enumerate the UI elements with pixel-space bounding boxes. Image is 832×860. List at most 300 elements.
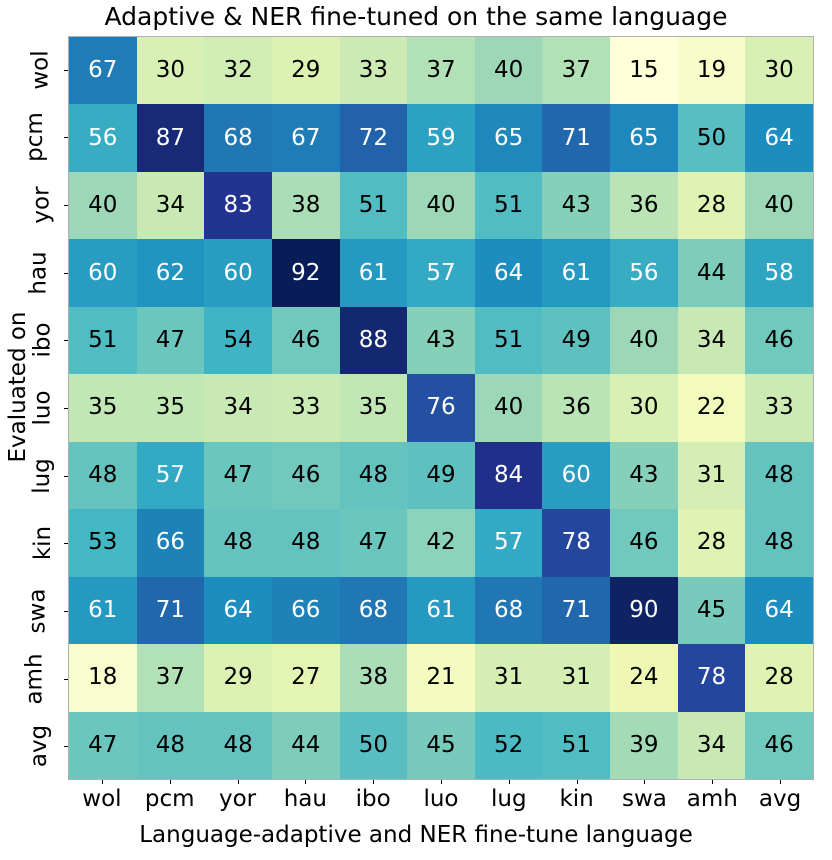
heatmap-cell bbox=[137, 37, 205, 104]
heatmap-cell-value: 47 bbox=[223, 461, 253, 488]
x-tick-yor: yor bbox=[218, 786, 257, 812]
heatmap-cell-value: 57 bbox=[155, 461, 186, 488]
heatmap-cell bbox=[204, 104, 272, 171]
heatmap-cell bbox=[475, 104, 543, 171]
heatmap-cell-value: 68 bbox=[493, 596, 524, 623]
heatmap-cell bbox=[610, 307, 678, 374]
x-tickmark bbox=[780, 780, 781, 784]
heatmap-cell-value: 34 bbox=[223, 394, 253, 421]
heatmap-cell-value: 49 bbox=[561, 327, 591, 354]
heatmap-cell bbox=[204, 307, 272, 374]
heatmap-cell bbox=[610, 37, 678, 104]
heatmap-cell-value: 37 bbox=[561, 57, 591, 84]
heatmap-cell bbox=[340, 374, 408, 441]
heatmap-cell-value: 36 bbox=[561, 394, 591, 421]
heatmap-cell-value: 35 bbox=[358, 394, 388, 421]
x-tick-kin: kin bbox=[559, 786, 594, 812]
heatmap-cell-value: 53 bbox=[88, 529, 118, 556]
heatmap-cell bbox=[610, 239, 678, 306]
heatmap-cell-value: 48 bbox=[291, 529, 321, 556]
heatmap-cell bbox=[204, 712, 272, 779]
x-tickmark bbox=[441, 780, 442, 784]
heatmap-cell bbox=[340, 442, 408, 509]
heatmap-cell bbox=[272, 577, 340, 644]
heatmap-cell-value: 46 bbox=[764, 731, 794, 758]
heatmap-cell bbox=[204, 374, 272, 441]
y-tickmark bbox=[64, 340, 68, 341]
heatmap-cell-value: 64 bbox=[493, 259, 524, 286]
heatmap-cell-value: 43 bbox=[561, 192, 591, 219]
heatmap-plot-area bbox=[68, 36, 814, 780]
heatmap-cell bbox=[407, 442, 475, 509]
heatmap-cell-value: 47 bbox=[358, 529, 388, 556]
heatmap-cell bbox=[407, 644, 475, 711]
heatmap-cell bbox=[678, 577, 746, 644]
heatmap-cell bbox=[340, 644, 408, 711]
y-tick-yor bbox=[0, 171, 60, 239]
heatmap-cell bbox=[272, 442, 340, 509]
heatmap-cell-value: 44 bbox=[291, 731, 321, 758]
heatmap-cell-value: 28 bbox=[696, 192, 727, 219]
heatmap-cell bbox=[272, 239, 340, 306]
heatmap-cell bbox=[407, 172, 475, 239]
heatmap-cell-value: 47 bbox=[88, 731, 118, 758]
heatmap-cell-value: 36 bbox=[629, 192, 659, 219]
heatmap-cell bbox=[407, 104, 475, 171]
heatmap-cell bbox=[610, 644, 678, 711]
y-tickmark bbox=[64, 205, 68, 206]
heatmap-cell bbox=[745, 172, 813, 239]
heatmap-cell-value: 72 bbox=[358, 124, 388, 151]
heatmap-cell-value: 64 bbox=[223, 596, 253, 623]
heatmap-cell-value: 87 bbox=[155, 124, 186, 151]
heatmap-cell-value: 76 bbox=[426, 394, 456, 421]
x-tickmark bbox=[373, 780, 374, 784]
heatmap-cell bbox=[69, 712, 137, 779]
heatmap-cell bbox=[542, 577, 610, 644]
heatmap-cell-value: 27 bbox=[291, 664, 321, 691]
heatmap-cell-value: 90 bbox=[629, 596, 659, 623]
heatmap-cell-value: 43 bbox=[629, 461, 659, 488]
x-tickmark bbox=[509, 780, 510, 784]
heatmap-cell-value: 61 bbox=[426, 596, 456, 623]
x-tickmark bbox=[238, 780, 239, 784]
y-tick-label: wol bbox=[27, 50, 54, 90]
heatmap-cell bbox=[407, 712, 475, 779]
heatmap-cell bbox=[272, 712, 340, 779]
heatmap-cell-value: 46 bbox=[629, 529, 659, 556]
heatmap-cell bbox=[745, 442, 813, 509]
heatmap-cell-value: 66 bbox=[155, 529, 186, 556]
y-tick-kin bbox=[0, 509, 60, 577]
heatmap-cell-value: 67 bbox=[88, 57, 118, 84]
heatmap-cell-value: 60 bbox=[223, 259, 253, 286]
heatmap-cell bbox=[542, 644, 610, 711]
heatmap-cell bbox=[407, 577, 475, 644]
heatmap-cell bbox=[542, 37, 610, 104]
y-tickmark bbox=[64, 543, 68, 544]
heatmap-cell bbox=[678, 374, 746, 441]
x-tickmark bbox=[644, 780, 645, 784]
heatmap-cell bbox=[137, 307, 205, 374]
heatmap-cell bbox=[745, 374, 813, 441]
heatmap-cell-value: 35 bbox=[155, 394, 186, 421]
heatmap-cell-value: 33 bbox=[358, 57, 388, 84]
heatmap-cell-value: 84 bbox=[493, 461, 524, 488]
heatmap-cell-value: 67 bbox=[291, 124, 321, 151]
heatmap-cell-value: 45 bbox=[696, 596, 727, 623]
heatmap-cell-value: 51 bbox=[561, 731, 591, 758]
heatmap-cell bbox=[272, 104, 340, 171]
y-tick-avg bbox=[0, 712, 60, 780]
heatmap-cell-value: 61 bbox=[88, 596, 118, 623]
heatmap-cell bbox=[542, 104, 610, 171]
heatmap-cell bbox=[137, 712, 205, 779]
heatmap-cell bbox=[542, 442, 610, 509]
y-tick-label: amh bbox=[21, 652, 48, 705]
heatmap-cell-value: 31 bbox=[696, 461, 727, 488]
heatmap-cell bbox=[137, 374, 205, 441]
x-tick-luo: luo bbox=[423, 786, 459, 812]
heatmap-cell bbox=[137, 172, 205, 239]
heatmap-cell-value: 40 bbox=[493, 57, 524, 84]
heatmap-cell bbox=[745, 239, 813, 306]
heatmap-cell-value: 92 bbox=[291, 259, 321, 286]
x-tickmark bbox=[102, 780, 103, 784]
heatmap-cell-value: 48 bbox=[155, 731, 186, 758]
heatmap-cell-value: 83 bbox=[223, 192, 253, 219]
heatmap-cell bbox=[137, 442, 205, 509]
x-tickmark bbox=[712, 780, 713, 784]
x-tick-pcm: pcm bbox=[144, 786, 195, 812]
heatmap-cell-value: 40 bbox=[426, 192, 456, 219]
heatmap-cell-value: 32 bbox=[223, 57, 253, 84]
heatmap-cell bbox=[272, 307, 340, 374]
heatmap-cell bbox=[204, 509, 272, 576]
x-tick-avg: avg bbox=[758, 786, 802, 812]
heatmap-cell-value: 35 bbox=[88, 394, 118, 421]
heatmap-cell bbox=[69, 307, 137, 374]
heatmap-cell bbox=[272, 509, 340, 576]
heatmap-cell bbox=[137, 577, 205, 644]
heatmap-cell bbox=[475, 172, 543, 239]
heatmap-cell bbox=[272, 172, 340, 239]
heatmap-cell-value: 61 bbox=[358, 259, 388, 286]
heatmap-cell-value: 48 bbox=[223, 529, 253, 556]
heatmap-cell bbox=[407, 37, 475, 104]
y-tick-wol bbox=[0, 36, 60, 104]
heatmap-cell-value: 62 bbox=[155, 259, 186, 286]
heatmap-cell bbox=[69, 644, 137, 711]
chart-title: Adaptive & NER fine-tuned on the same language bbox=[104, 2, 728, 31]
heatmap-cell-value: 43 bbox=[426, 327, 456, 354]
heatmap-cell-value: 46 bbox=[291, 461, 321, 488]
heatmap-cell-value: 68 bbox=[223, 124, 253, 151]
y-tick-label: lug bbox=[29, 457, 56, 494]
heatmap-cell-value: 40 bbox=[629, 327, 659, 354]
y-tickmark bbox=[64, 70, 68, 71]
heatmap-cell-value: 48 bbox=[223, 731, 253, 758]
x-tick-lug: lug bbox=[491, 786, 527, 812]
heatmap-cell-value: 40 bbox=[88, 192, 118, 219]
heatmap-cell bbox=[69, 104, 137, 171]
heatmap-cell-value: 44 bbox=[696, 259, 727, 286]
heatmap-cell-value: 19 bbox=[696, 57, 727, 84]
heatmap-cell bbox=[340, 712, 408, 779]
heatmap-cell bbox=[678, 104, 746, 171]
heatmap-cell-value: 48 bbox=[88, 461, 118, 488]
heatmap-cell bbox=[69, 374, 137, 441]
heatmap-cell bbox=[475, 509, 543, 576]
heatmap-cell bbox=[340, 239, 408, 306]
heatmap-cell bbox=[340, 307, 408, 374]
heatmap-cell bbox=[340, 104, 408, 171]
heatmap-cell-value: 47 bbox=[155, 327, 186, 354]
heatmap-cell bbox=[204, 577, 272, 644]
heatmap-cell bbox=[204, 239, 272, 306]
heatmap-cell-value: 28 bbox=[696, 529, 727, 556]
heatmap-cell-value: 31 bbox=[561, 664, 591, 691]
heatmap-cell bbox=[137, 509, 205, 576]
heatmap-cell bbox=[610, 509, 678, 576]
heatmap-cell bbox=[542, 712, 610, 779]
heatmap-cell bbox=[610, 712, 678, 779]
heatmap-cell bbox=[204, 644, 272, 711]
heatmap-cell-value: 34 bbox=[696, 731, 727, 758]
heatmap-cell-value: 48 bbox=[358, 461, 388, 488]
heatmap-cell bbox=[678, 172, 746, 239]
y-tick-label: ibo bbox=[29, 322, 56, 358]
y-tickmark bbox=[64, 476, 68, 477]
heatmap-cell bbox=[745, 644, 813, 711]
heatmap-cell-value: 51 bbox=[88, 327, 118, 354]
heatmap-cell bbox=[475, 37, 543, 104]
heatmap-cell-value: 31 bbox=[493, 664, 524, 691]
heatmap-cell bbox=[542, 239, 610, 306]
heatmap-cell bbox=[272, 37, 340, 104]
x-tickmark bbox=[305, 780, 306, 784]
heatmap-cell-value: 33 bbox=[291, 394, 321, 421]
heatmap-cell-value: 38 bbox=[358, 664, 388, 691]
heatmap-cell bbox=[475, 577, 543, 644]
heatmap-cell bbox=[272, 644, 340, 711]
heatmap-cell-value: 48 bbox=[764, 529, 794, 556]
y-tick-label: pcm bbox=[22, 112, 49, 163]
heatmap-cell-value: 50 bbox=[358, 731, 388, 758]
y-tick-amh bbox=[0, 645, 60, 713]
y-tick-label: kin bbox=[29, 526, 56, 561]
heatmap-cell-value: 30 bbox=[764, 57, 794, 84]
heatmap-cell bbox=[407, 509, 475, 576]
heatmap-cell bbox=[542, 307, 610, 374]
heatmap-cell bbox=[137, 104, 205, 171]
heatmap-cell bbox=[272, 374, 340, 441]
heatmap-cell bbox=[745, 37, 813, 104]
y-tick-pcm bbox=[0, 104, 60, 172]
heatmap-cell-value: 52 bbox=[493, 731, 524, 758]
heatmap-cell-value: 15 bbox=[629, 57, 659, 84]
y-tick-luo bbox=[0, 374, 60, 442]
heatmap-cell-value: 71 bbox=[155, 596, 186, 623]
heatmap-cell-value: 51 bbox=[493, 192, 524, 219]
y-tick-label: hau bbox=[25, 251, 52, 295]
heatmap-cell-value: 46 bbox=[291, 327, 321, 354]
heatmap-cell bbox=[69, 577, 137, 644]
heatmap-cell-value: 65 bbox=[493, 124, 524, 151]
heatmap-cell bbox=[407, 374, 475, 441]
heatmap-cell-value: 40 bbox=[764, 192, 794, 219]
heatmap-cell bbox=[678, 307, 746, 374]
heatmap-cell bbox=[610, 104, 678, 171]
heatmap-cell bbox=[745, 307, 813, 374]
heatmap-cell-value: 37 bbox=[426, 57, 456, 84]
heatmap-cell-value: 57 bbox=[426, 259, 456, 286]
y-tick-lug bbox=[0, 442, 60, 510]
heatmap-cell-value: 34 bbox=[155, 192, 186, 219]
heatmap-cell bbox=[475, 239, 543, 306]
heatmap-cell bbox=[340, 37, 408, 104]
y-tick-label: luo bbox=[29, 390, 56, 426]
heatmap-cell bbox=[69, 442, 137, 509]
heatmap-cell-value: 48 bbox=[764, 461, 794, 488]
heatmap-cell bbox=[745, 712, 813, 779]
heatmap-cell-value: 71 bbox=[561, 124, 591, 151]
y-tickmark bbox=[64, 408, 68, 409]
x-tick-swa: swa bbox=[622, 786, 667, 812]
heatmap-cell-value: 45 bbox=[426, 731, 456, 758]
heatmap-cell-value: 21 bbox=[426, 664, 456, 691]
heatmap-cell bbox=[745, 577, 813, 644]
heatmap-cell-value: 40 bbox=[493, 394, 524, 421]
heatmap-cell bbox=[475, 712, 543, 779]
heatmap-cell bbox=[475, 442, 543, 509]
x-axis-tick-labels bbox=[68, 782, 814, 822]
heatmap-cell bbox=[678, 644, 746, 711]
heatmap-grid bbox=[69, 37, 813, 779]
heatmap-cell bbox=[204, 442, 272, 509]
heatmap-cell-value: 42 bbox=[426, 529, 456, 556]
heatmap-cell-value: 71 bbox=[561, 596, 591, 623]
heatmap-cell bbox=[340, 172, 408, 239]
heatmap-cell-value: 56 bbox=[629, 259, 659, 286]
heatmap-cell-value: 57 bbox=[493, 529, 524, 556]
x-tick-wol: wol bbox=[82, 786, 122, 812]
x-tickmark bbox=[170, 780, 171, 784]
heatmap-cell bbox=[542, 509, 610, 576]
y-tickmark bbox=[64, 273, 68, 274]
heatmap-cell-value: 24 bbox=[629, 664, 659, 691]
heatmap-cell-value: 37 bbox=[155, 664, 186, 691]
heatmap-cell-value: 34 bbox=[696, 327, 727, 354]
heatmap-cell bbox=[204, 172, 272, 239]
heatmap-cell bbox=[69, 239, 137, 306]
heatmap-cell bbox=[745, 509, 813, 576]
heatmap-cell-value: 78 bbox=[696, 664, 727, 691]
heatmap-cell-value: 29 bbox=[223, 664, 253, 691]
heatmap-cell bbox=[475, 644, 543, 711]
heatmap-cell-value: 65 bbox=[629, 124, 659, 151]
heatmap-cell-value: 60 bbox=[561, 461, 591, 488]
x-tickmark bbox=[577, 780, 578, 784]
y-tick-swa bbox=[0, 577, 60, 645]
heatmap-cell-value: 88 bbox=[358, 327, 388, 354]
y-tick-hau bbox=[0, 239, 60, 307]
heatmap-cell bbox=[340, 509, 408, 576]
heatmap-cell bbox=[69, 172, 137, 239]
y-axis-tick-labels bbox=[0, 36, 66, 780]
y-tick-label: yor bbox=[28, 186, 55, 224]
heatmap-cell-value: 59 bbox=[426, 124, 456, 151]
heatmap-cell-value: 50 bbox=[696, 124, 727, 151]
heatmap-cell-value: 56 bbox=[88, 124, 118, 151]
heatmap-cell-value: 22 bbox=[696, 394, 727, 421]
heatmap-cell bbox=[475, 374, 543, 441]
heatmap-cell-value: 58 bbox=[764, 259, 794, 286]
heatmap-cell bbox=[475, 307, 543, 374]
heatmap-cell-value: 61 bbox=[561, 259, 591, 286]
heatmap-cell bbox=[340, 577, 408, 644]
heatmap-cell-value: 68 bbox=[358, 596, 388, 623]
heatmap-cell bbox=[407, 307, 475, 374]
heatmap-cell bbox=[610, 442, 678, 509]
heatmap-cell-value: 64 bbox=[764, 596, 794, 623]
heatmap-cell bbox=[542, 172, 610, 239]
heatmap-cell-value: 33 bbox=[764, 394, 794, 421]
heatmap-cell bbox=[745, 104, 813, 171]
heatmap-cell-value: 64 bbox=[764, 124, 794, 151]
heatmap-cell-value: 30 bbox=[629, 394, 659, 421]
y-tickmark bbox=[64, 746, 68, 747]
heatmap-cell bbox=[542, 374, 610, 441]
heatmap-cell bbox=[678, 442, 746, 509]
heatmap-cell bbox=[678, 37, 746, 104]
heatmap-cell bbox=[137, 644, 205, 711]
heatmap-cell-value: 66 bbox=[291, 596, 321, 623]
y-tickmark bbox=[64, 679, 68, 680]
heatmap-cell-value: 54 bbox=[223, 327, 253, 354]
heatmap-cell-value: 51 bbox=[493, 327, 524, 354]
y-tickmark bbox=[64, 611, 68, 612]
y-axis-title: Evaluated on bbox=[5, 311, 31, 463]
x-axis-title: Language-adaptive and NER fine-tune language bbox=[139, 822, 693, 848]
x-tick-ibo: ibo bbox=[355, 786, 391, 812]
y-tick-ibo bbox=[0, 307, 60, 375]
heatmap-cell bbox=[678, 712, 746, 779]
heatmap-cell bbox=[407, 239, 475, 306]
heatmap-cell bbox=[610, 577, 678, 644]
heatmap-cell bbox=[678, 239, 746, 306]
heatmap-cell bbox=[610, 172, 678, 239]
heatmap-cell-value: 49 bbox=[426, 461, 456, 488]
heatmap-cell bbox=[69, 37, 137, 104]
heatmap-cell-value: 51 bbox=[358, 192, 388, 219]
heatmap-cell-value: 28 bbox=[764, 664, 794, 691]
heatmap-cell-value: 38 bbox=[291, 192, 321, 219]
x-tick-hau: hau bbox=[283, 786, 327, 812]
y-tick-label: avg bbox=[25, 725, 52, 768]
heatmap-cell bbox=[137, 239, 205, 306]
heatmap-cell-value: 18 bbox=[88, 664, 118, 691]
heatmap-cell-value: 46 bbox=[764, 327, 794, 354]
heatmap-cell-value: 60 bbox=[88, 259, 118, 286]
x-tick-amh: amh bbox=[686, 786, 738, 812]
heatmap-cell-value: 39 bbox=[629, 731, 659, 758]
heatmap-cell bbox=[204, 37, 272, 104]
y-tick-label: swa bbox=[24, 588, 51, 634]
heatmap-cell bbox=[610, 374, 678, 441]
heatmap-cell-value: 29 bbox=[291, 57, 321, 84]
heatmap-cell bbox=[678, 509, 746, 576]
